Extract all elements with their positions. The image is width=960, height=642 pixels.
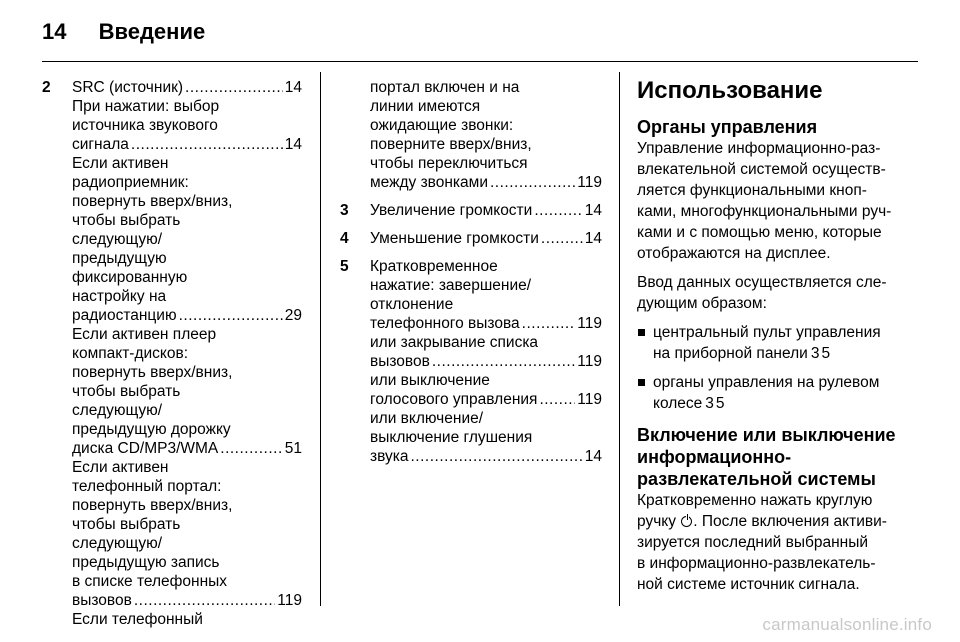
page-reference[interactable]: 14 — [284, 136, 302, 153]
text-line: ками, многофункциональными руч- — [637, 203, 892, 220]
bullet-square-icon — [638, 379, 645, 386]
legend-line: Кратковременное — [370, 258, 498, 275]
legend-line: или выключение — [370, 372, 490, 389]
legend-line: При нажатии: выбор — [72, 98, 220, 115]
legend-line: повернуть вверх/вниз, — [72, 364, 233, 381]
header-rule — [42, 61, 918, 62]
legend-entry — [340, 229, 602, 248]
legend-line: или закрывание списка — [370, 334, 539, 351]
subheading-controls: Органы управления — [637, 117, 818, 137]
page-reference[interactable]: 14 — [284, 79, 302, 96]
bullet-square-icon — [638, 329, 645, 336]
legend-line-with-page: звука ..... 14 — [370, 447, 602, 466]
legend-line: источника звукового — [72, 117, 218, 134]
page-reference[interactable]: 14 — [584, 448, 602, 465]
text-line: ками и с помощью меню, которые — [637, 224, 882, 241]
legend-column-2 — [340, 78, 602, 466]
page-reference[interactable]: 14 — [584, 230, 602, 247]
legend-line-with-page: вызовов ..... 119 — [72, 591, 302, 610]
dot-leader — [490, 173, 575, 192]
callout-number: 3 — [340, 202, 349, 219]
legend-line: радиоприемник: — [72, 174, 189, 191]
column-divider-1 — [320, 72, 321, 606]
text-line: зируется последний выбранный — [637, 534, 868, 551]
legend-line: чтобы выбрать — [72, 212, 181, 229]
page-reference[interactable]: 119 — [577, 391, 602, 408]
legend-line: ожидающие звонки: — [370, 117, 514, 134]
page-reference-arrow-icon: 3 — [810, 345, 820, 362]
text-line: в информационно-развлекатель- — [637, 555, 876, 572]
dot-leader — [134, 591, 275, 610]
legend-line: компакт-дисков: — [72, 345, 189, 362]
legend-line: следующую/ — [72, 231, 163, 248]
list-item — [637, 322, 912, 364]
legend-column-1 — [42, 78, 302, 629]
legend-entry — [340, 201, 602, 220]
text-line: Ввод данных осуществляется сле- — [637, 274, 887, 291]
legend-line: следующую/ — [72, 535, 163, 552]
legend-line-with-page: Увеличение громкости ..... 14 — [370, 201, 602, 220]
dot-leader — [534, 201, 582, 220]
page-reference[interactable]: 29 — [284, 307, 302, 324]
text-line: ной системе источник сигнала. — [637, 576, 860, 593]
legend-line: чтобы выбрать — [72, 516, 181, 533]
dot-leader — [539, 390, 575, 409]
dot-leader — [541, 229, 583, 248]
page-reference[interactable]: 14 — [584, 202, 602, 219]
callout-number: 2 — [42, 79, 51, 96]
legend-line: повернуть вверх/вниз, — [72, 497, 233, 514]
legend-line: предыдущую дорожку — [72, 421, 231, 438]
dot-leader — [411, 447, 583, 466]
legend-line: фиксированную — [72, 269, 188, 286]
page-number: 14 — [42, 19, 67, 44]
dot-leader — [131, 135, 283, 154]
legend-line: настройку на — [72, 288, 167, 305]
legend-line: Если активен плеер — [72, 326, 217, 343]
legend-line-with-page: голосового управления ..... 119 — [370, 390, 602, 409]
legend-line: предыдущую запись — [72, 554, 220, 571]
text-line: отображаются на дисплее. — [637, 245, 831, 262]
legend-line: Если активен — [72, 155, 169, 172]
list-item — [637, 372, 912, 414]
legend-line: повернуть вверх/вниз, — [72, 193, 233, 210]
bullet-list — [637, 322, 912, 414]
bullet-line: органы управления на рулевом — [653, 374, 880, 391]
controls-paragraph — [637, 138, 912, 264]
legend-line-with-page: Уменьшение громкости ..... 14 — [370, 229, 602, 248]
subheading-power: Включение или выключение информационно- развлекательной системы — [637, 425, 896, 489]
legend-line-with-page: между звонками ..... 119 — [370, 173, 602, 192]
page-reference[interactable]: 119 — [577, 174, 602, 191]
legend-line-with-page: радиостанцию ..... 29 — [72, 306, 302, 325]
legend-line-with-page: вызовов ..... 119 — [370, 352, 602, 371]
page-reference-link[interactable]: 5 — [715, 395, 725, 412]
watermark: carmanualsonline.info — [762, 615, 932, 634]
dot-leader — [432, 352, 575, 371]
text-line: дующим образом: — [637, 295, 767, 312]
legend-line-with-page: диска CD/MP3/WMA ..... 51 — [72, 439, 302, 458]
legend-line-with-page: SRC (источник) ..... 14 — [72, 78, 302, 97]
legend-line: Если активен — [72, 459, 169, 476]
page-reference[interactable]: 119 — [277, 592, 302, 609]
legend-line-with-page: сигнала ..... 14 — [72, 135, 302, 154]
page-reference-link[interactable]: 5 — [821, 345, 831, 362]
dot-leader — [220, 439, 282, 458]
section-heading: Использование — [637, 77, 823, 104]
legend-line: чтобы переключиться — [370, 155, 528, 172]
legend-entry — [340, 257, 602, 466]
bullet-line: центральный пульт управления — [653, 324, 881, 341]
power-knob-icon — [681, 516, 692, 527]
page-header — [42, 18, 205, 46]
legend-line: нажатие: завершение/ — [370, 277, 532, 294]
legend-line: чтобы выбрать — [72, 383, 181, 400]
dot-leader — [185, 78, 283, 97]
dot-leader — [522, 314, 576, 333]
text-line: Управление информационно-раз- — [637, 140, 881, 157]
legend-entry — [340, 78, 602, 192]
legend-line: Если телефонный — [72, 611, 203, 628]
text-column — [637, 76, 912, 603]
legend-line: или включение/ — [370, 410, 484, 427]
input-paragraph — [637, 272, 912, 314]
callout-number: 4 — [340, 230, 349, 247]
page-reference[interactable]: 51 — [284, 440, 302, 457]
legend-line: линии имеются — [370, 98, 481, 115]
text-line: Кратковременно нажать круглую — [637, 492, 873, 509]
bullet-line: на приборной панели 3 5 — [653, 345, 831, 362]
bullet-line: колесе 3 5 — [653, 395, 725, 412]
callout-number: 5 — [340, 258, 349, 275]
legend-line: поверните вверх/вниз, — [370, 136, 532, 153]
legend-line: выключение глушения — [370, 429, 533, 446]
page-reference[interactable]: 119 — [577, 353, 602, 370]
dot-leader — [179, 306, 283, 325]
text-line: ручку . После включения активи- — [637, 513, 887, 530]
legend-line: в списке телефонных — [72, 573, 228, 590]
legend-line: телефонный портал: — [72, 478, 222, 495]
column-divider-2 — [619, 72, 620, 606]
text-line: ляется функциональными кноп- — [637, 182, 867, 199]
legend-line: следующую/ — [72, 402, 163, 419]
legend-line: портал включен и на — [370, 79, 520, 96]
legend-line-with-page: телефонного вызова ..... 119 — [370, 314, 602, 333]
page-reference-arrow-icon: 3 — [705, 395, 714, 412]
text-line: влекательной системой осуществ- — [637, 161, 886, 178]
legend-line: отклонение — [370, 296, 454, 313]
legend-line: предыдущую — [72, 250, 167, 267]
legend-entry — [42, 78, 302, 629]
page-title: Введение — [98, 19, 206, 44]
page-reference[interactable]: 119 — [577, 315, 602, 332]
power-paragraph — [637, 490, 912, 595]
